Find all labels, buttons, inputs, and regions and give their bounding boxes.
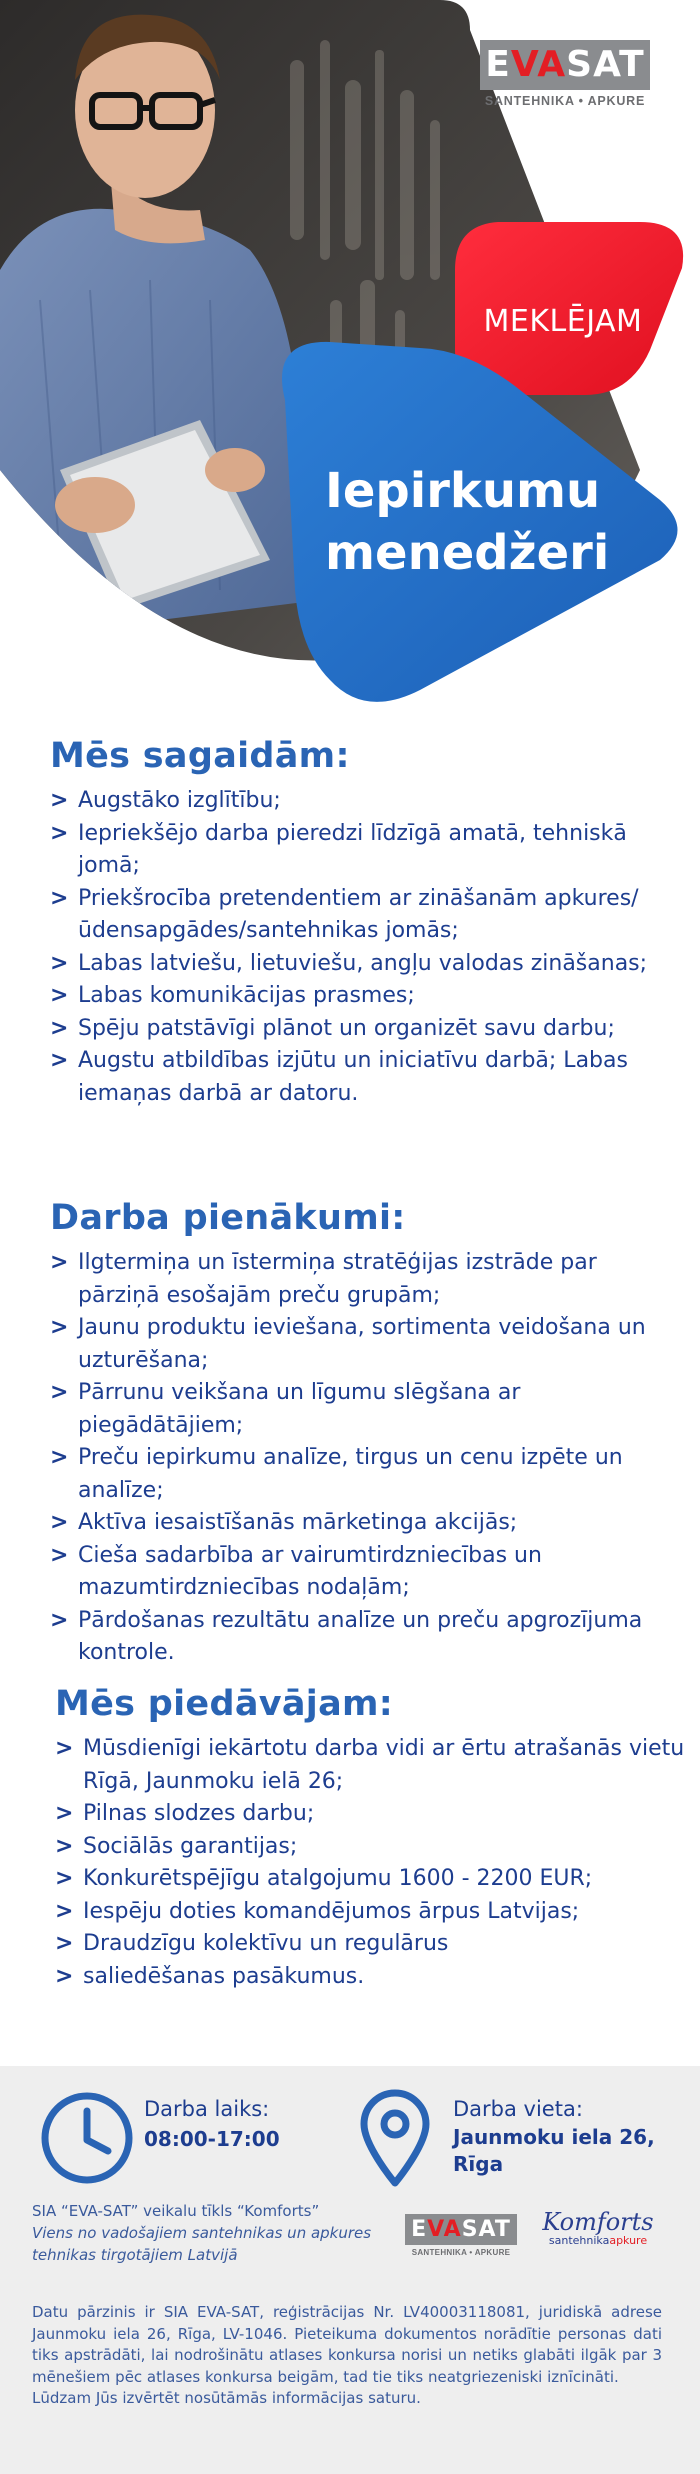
list-item: > Ilgtermiņa un īstermiņa stratēģijas izstrāde par pārziņā esošajām preču grupām; — [50, 1247, 680, 1312]
list-item: > Konkurētspējīgu atalgojumu 1600 - 2200 EUR; — [55, 1863, 685, 1896]
chevron-right-icon: > — [50, 1445, 69, 1470]
list-item: > Spēju patstāvīgi plānot un organizēt savu darbu; — [50, 1013, 680, 1046]
clock-icon — [40, 2091, 134, 2185]
duties-section — [50, 1197, 680, 1670]
chevron-right-icon: > — [55, 1866, 74, 1891]
chevron-right-icon: > — [55, 1898, 74, 1924]
hero-banner — [0, 0, 700, 720]
list-item: > Augstu atbildības izjūtu un iniciatīvu darbā; Labas iemaņas darbā ar datoru. — [50, 1045, 680, 1110]
position-title — [325, 460, 645, 584]
chevron-right-icon: > — [50, 1048, 69, 1073]
chevron-right-icon: > — [50, 820, 69, 846]
chevron-right-icon: > — [50, 1380, 69, 1405]
hiring-badge-text: MEKLĒJAM — [483, 304, 643, 339]
chevron-right-icon: > — [50, 1510, 69, 1535]
chevron-right-icon: > — [50, 983, 69, 1008]
company-description — [32, 2200, 402, 2266]
chevron-right-icon: > — [50, 885, 69, 911]
duties-heading: Darba pienākumi: — [50, 1198, 406, 1238]
list-item: > Labas latviešu, lietuviešu, angļu valodas zināšanas; — [50, 948, 680, 981]
eva-sat-logo-small — [405, 2214, 517, 2257]
place-label: Darba vieta: — [453, 2097, 583, 2121]
chevron-right-icon: > — [55, 1801, 74, 1826]
privacy-note: Lūdzam Jūs izvērtēt nosūtāmās informācijas saturu. — [32, 2389, 421, 2407]
requirements-section — [50, 735, 680, 1110]
list-item: > Cieša sadarbība ar vairumtirdzniecības un mazumtirdzniecības nodaļām; — [50, 1540, 680, 1605]
chevron-right-icon: > — [50, 950, 69, 976]
hero-graphic — [0, 0, 700, 720]
position-title-line2: menedžeri — [325, 525, 610, 581]
logo-mark: EVASAT — [405, 2214, 517, 2245]
chevron-right-icon: > — [55, 1736, 74, 1761]
chevron-right-icon: > — [55, 1833, 74, 1859]
duties-list — [50, 1247, 680, 1670]
requirements-heading: Mēs sagaidām: — [50, 736, 350, 776]
hours-label: Darba laiks: — [144, 2097, 270, 2121]
chevron-right-icon: > — [50, 1250, 69, 1275]
privacy-notice — [32, 2302, 662, 2410]
list-item: > Iepriekšējo darba pieredzi līdzīgā amatā, tehniskā jomā; — [50, 818, 680, 883]
privacy-text: Datu pārzinis ir SIA EVA-SAT, reģistrācijas Nr. LV40003118081, juridiskā adrese Jaunmoku iela 26, Rīga, LV-1046. Pieteikuma dokumentos norādītie personas dati tiks apstrādāti, lai nodrošinātu atlases konkursa norisi un netiks glabāti ilgāk par 3 mēnešiem pēc atlases konkursa beigām, tad tie tiks neatgriezeniski iznīcināti. — [32, 2303, 662, 2386]
requirements-list — [50, 785, 680, 1110]
position-title-line1: Iepirkumu — [325, 463, 601, 519]
list-item: > Pārdošanas rezultātu analīze un preču apgrozījuma kontrole. — [50, 1605, 680, 1670]
list-item: > Augstāko izglītību; — [50, 785, 680, 818]
logo-mark: EVASAT — [480, 40, 650, 90]
eva-sat-logo — [480, 40, 650, 108]
list-item: > Jaunu produktu ieviešana, sortimenta veidošana un uzturēšana; — [50, 1312, 680, 1377]
hours-value: 08:00-17:00 — [144, 2127, 280, 2151]
place-line1: Jaunmoku iela 26, — [453, 2125, 655, 2149]
chevron-right-icon: > — [55, 1931, 74, 1956]
company-line2: Viens no vadošajiem santehnikas un apkures tehnikas tirgotājiem Latvijā — [32, 2224, 372, 2264]
list-item: > Iespēju doties komandējumos ārpus Latvijas; — [55, 1896, 685, 1929]
list-item: > Pilnas slodzes darbu; — [55, 1798, 685, 1831]
place-line2: Rīga — [453, 2152, 504, 2176]
place-value — [453, 2124, 655, 2178]
list-item: > Draudzīgu kolektīvu un regulārus — [55, 1928, 685, 1961]
offer-section — [55, 1683, 685, 1993]
komforts-logo — [533, 2208, 663, 2247]
list-item: > Pārrunu veikšana un līgumu slēgšana ar piegādātājiem; — [50, 1377, 680, 1442]
chevron-right-icon: > — [50, 1315, 69, 1340]
offer-list — [55, 1733, 685, 1993]
list-item: > Mūsdienīgi iekārtotu darba vidi ar ērtu atrašanās vietu Rīgā, Jaunmoku ielā 26; — [55, 1733, 685, 1798]
offer-heading: Mēs piedāvājam: — [55, 1684, 394, 1724]
company-line1: SIA “EVA-SAT” veikalu tīkls “Komforts” — [32, 2202, 320, 2220]
komforts-name: Komforts — [542, 2208, 654, 2236]
chevron-right-icon: > — [50, 1607, 69, 1633]
chevron-right-icon: > — [50, 1015, 69, 1041]
list-item: > saliedēšanas pasākumus. — [55, 1961, 685, 1994]
logo-tagline: SANTEHNIKA • APKURE — [484, 94, 646, 108]
list-item: > Aktīva iesaistīšanās mārketinga akcijās; — [50, 1507, 680, 1540]
list-item: > Sociālās garantijas; — [55, 1831, 685, 1864]
chevron-right-icon: > — [50, 1542, 69, 1568]
komforts-tagline: santehnikaapkure — [548, 2234, 648, 2247]
list-item: > Priekšrocība pretendentiem ar zināšanām apkures/ūdensapgādes/santehnikas jomās; — [50, 883, 680, 948]
chevron-right-icon: > — [55, 1963, 74, 1989]
chevron-right-icon: > — [50, 788, 69, 813]
list-item: > Labas komunikācijas prasmes; — [50, 980, 680, 1013]
list-item: > Preču iepirkumu analīze, tirgus un cenu izpēte un analīze; — [50, 1442, 680, 1507]
footer — [0, 2066, 700, 2474]
location-pin-icon — [358, 2088, 432, 2188]
logo-tagline: SANTEHNIKA • APKURE — [411, 2248, 511, 2257]
